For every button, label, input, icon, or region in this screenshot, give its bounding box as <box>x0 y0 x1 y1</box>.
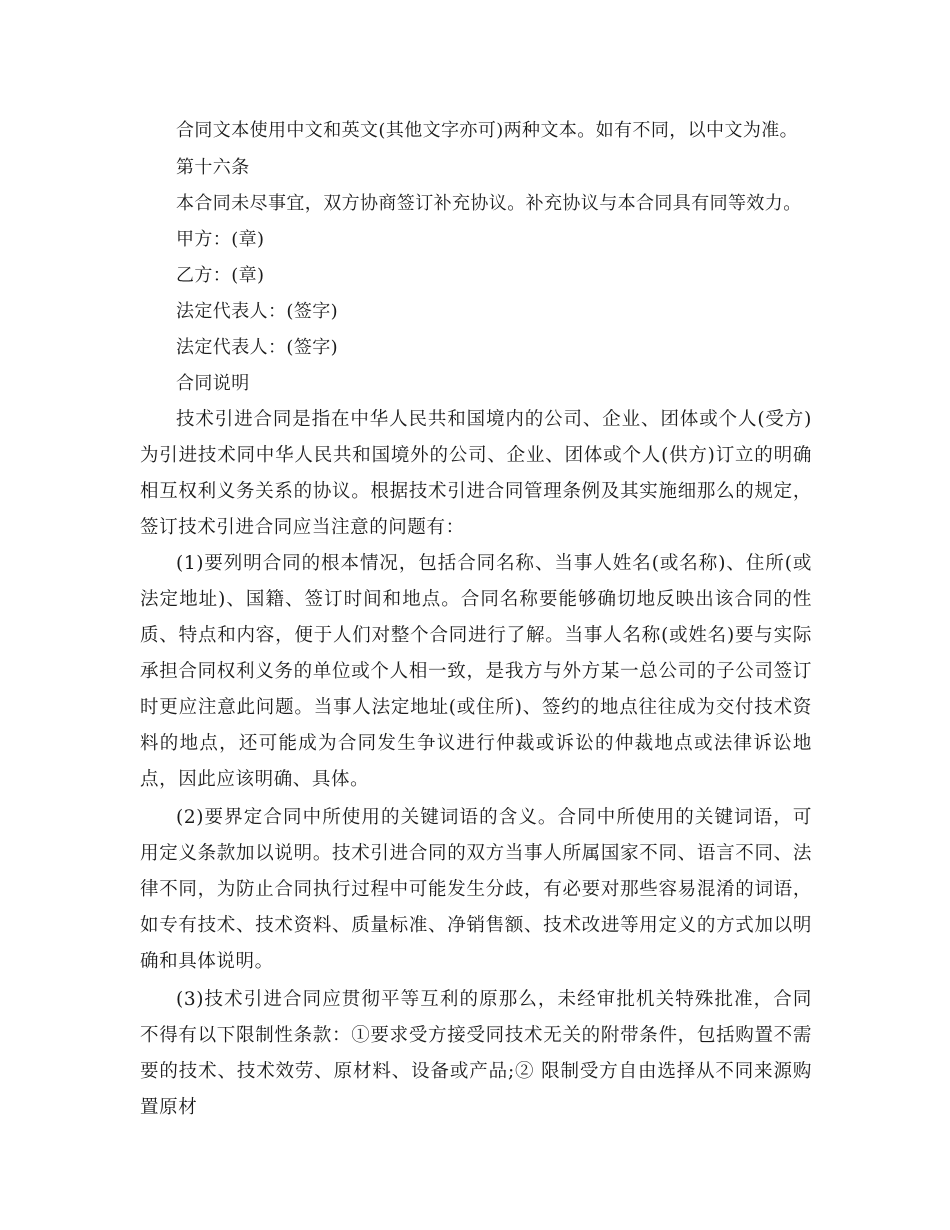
party-a-seal-line: 甲方：(章) <box>176 229 265 250</box>
legal-rep-b-signature-line: 法定代表人：(签字) <box>176 337 339 358</box>
section-heading: 合同说明 <box>176 373 250 394</box>
legal-rep-a-signature-line: 法定代表人：(签字) <box>176 301 339 322</box>
party-b-seal-line: 乙方：(章) <box>176 265 265 286</box>
paragraph-point-1: (1)要列明合同的根本情况，包括合同名称、当事人姓名(或名称)、住所(或法定地址)、国籍、签订时间和地点。合同名称要能够确切地反映出该合同的性质、特点和内容，便于人们对整个合同进行了解。当事人名称(或姓名)要与实际承担合同权利义务的单位或个人相一致，是我方与外方某一总公司的子公司签订时更应注意此问题。当事人法定地址(或住所)、签约的地点往往成为交付技术资料的地点，还可能成为合同发生争议进行仲裁或诉讼的仲裁地点或法律诉讼地点，因此应该明确、具体。 <box>140 553 812 790</box>
paragraph-intro: 技术引进合同是指在中华人民共和国境内的公司、企业、团体或个人(受方)为引进技术同中华人民共和国境外的公司、企业、团体或个人(供方)订立的明确相互权利义务关系的协议。根据技术引进合同管理条例及其实施细那么的规定，签订技术引进合同应当注意的问题有： <box>140 409 812 538</box>
paragraph-point-2: (2)要界定合同中所使用的关键词语的含义。合同中所使用的关键词语，可用定义条款加以说明。技术引进合同的双方当事人所属国家不同、语言不同、法律不同，为防止合同执行过程中可能发生分歧，有必要对那些容易混淆的词语，如专有技术、技术资料、质量标准、净销售额、技术改进等用定义的方式加以明确和具体说明。 <box>140 807 812 972</box>
paragraph-point-3: (3)技术引进合同应贯彻平等互利的原那么，未经审批机关特殊批准，合同不得有以下限制性条款：①要求受方接受同技术无关的附带条件，包括购置不需要的技术、技术效劳、原材料、设备或产品;② 限制受方自由选择从不同来源购置原材 <box>140 989 812 1118</box>
text-line-supplement-clause: 本合同未尽事宜，双方协商签订补充协议。补充协议与本合同具有同等效力。 <box>176 193 802 214</box>
article-heading: 第十六条 <box>176 157 250 178</box>
text-line-language-clause: 合同文本使用中文和英文(其他文字亦可)两种文本。如有不同，以中文为准。 <box>176 120 799 141</box>
